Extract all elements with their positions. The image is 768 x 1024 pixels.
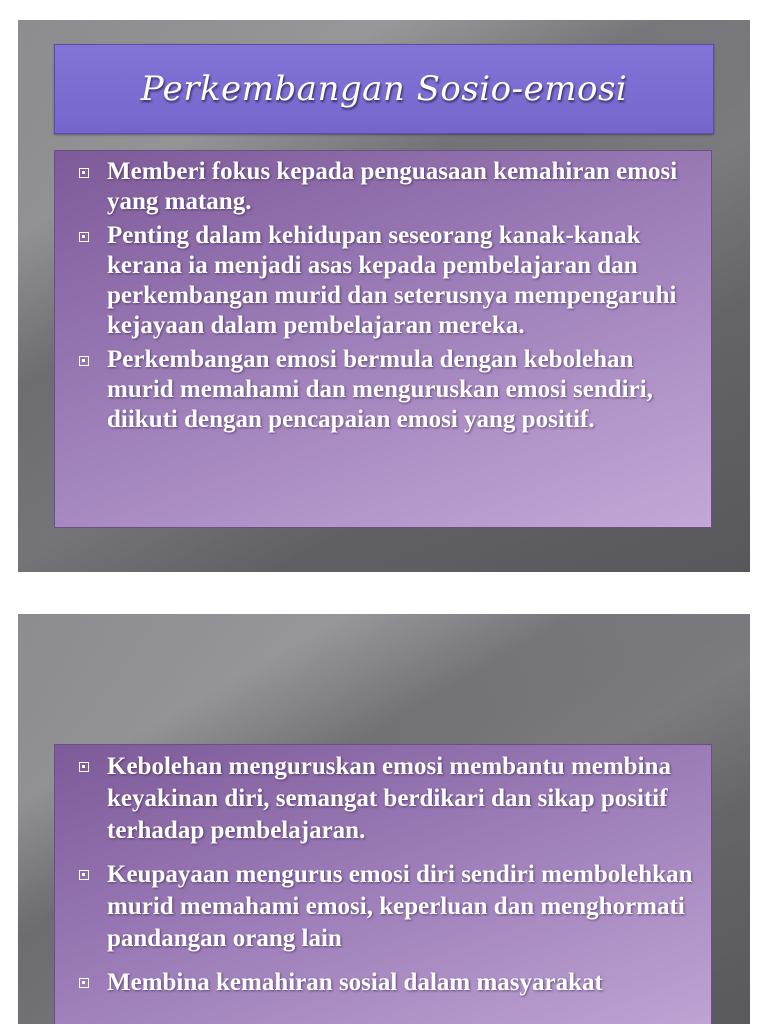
bullet-text: Penting dalam kehidupan seseorang kanak-kanak kerana ia menjadi asas kepada pembelajaran dan perkembangan murid dan seterusnya mempengaruhi kejayaan dalam pembelajaran mereka. [107,222,677,339]
slide-content-box [54,150,712,528]
square-bullet-icon [79,762,89,772]
bullet-text: Perkembangan emosi bermula dengan kebolehan murid memahami dan menguruskan emosi sendiri, diikuti dengan pencapaian emosi yang positif. [107,346,653,433]
square-bullet-icon [79,356,89,366]
bullet-text: Memberi fokus kepada penguasaan kemahiran emosi yang matang. [107,158,678,215]
square-bullet-icon [79,232,89,242]
list-item [69,157,697,217]
square-bullet-icon [79,978,89,988]
list-item [69,967,697,999]
bullet-list [69,751,697,999]
list-item [69,751,697,847]
slide-2 [18,614,750,1024]
list-item [69,859,697,955]
bullet-text: Keupayaan mengurus emosi diri sendiri membolehkan murid memahami emosi, keperluan dan menghormati pandangan orang lain [107,861,693,952]
list-item [69,221,697,341]
slide-title: Perkembangan Sosio-emosi [140,69,628,109]
slide-content-box [54,744,712,1024]
list-item [69,345,697,435]
bullet-text: Membina kemahiran sosial dalam masyarakat [107,969,603,996]
square-bullet-icon [79,870,89,880]
slide-1 [18,20,750,572]
slide-title-box [54,44,714,134]
bullet-text: Kebolehan menguruskan emosi membantu membina keyakinan diri, semangat berdikari dan sikap positif terhadap pembelajaran. [107,753,671,844]
square-bullet-icon [79,168,89,178]
bullet-list [69,157,697,435]
